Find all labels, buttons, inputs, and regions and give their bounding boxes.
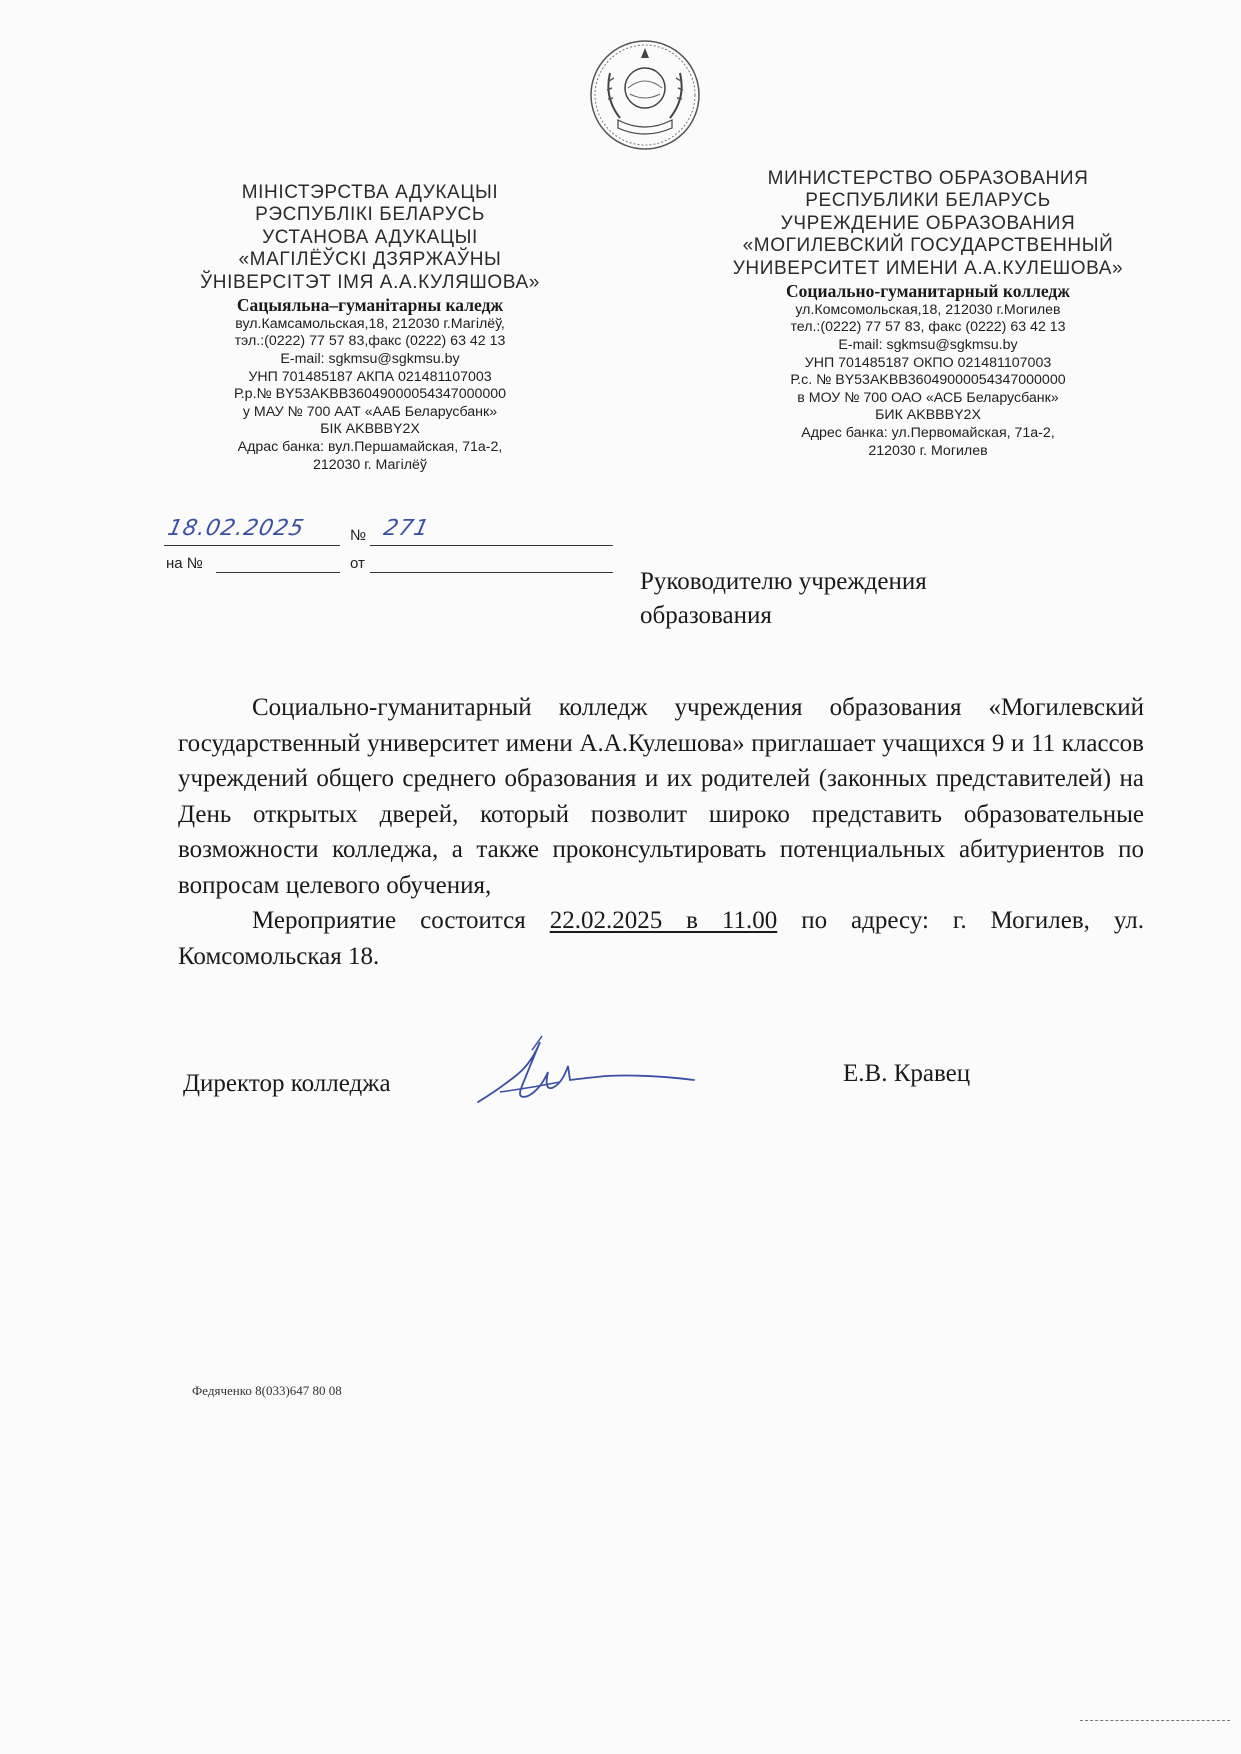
account-line: Р.с. № BY53AKBB36049000054347000000 [790, 372, 1066, 389]
number-label: № [350, 527, 367, 544]
date-underline [164, 545, 340, 546]
bank-address-line: Адрас банка: вул.Першамайская, 71а-2, [237, 438, 503, 455]
addressee [640, 565, 927, 632]
bic-line: БІК AKBBBY2X [320, 421, 420, 438]
institution-type-line: УСТАНОВА АДУКАЦЫІ [262, 226, 478, 248]
address-line: ул.Комсомольская,18, 212030 г.Могилев [795, 301, 1061, 318]
phone-line: тел.:(0222) 77 57 83, факс (0222) 63 42 13 [790, 319, 1066, 336]
reply-to-label: на № [166, 555, 203, 572]
event-address: по адресу: г. Могилев, ул. Комсомольская 18. [178, 907, 1144, 970]
reply-date-underline [370, 572, 613, 573]
university-line-1: «МАГІЛЁЎСКІ ДЗЯРЖАЎНЫ [238, 249, 502, 271]
email-line: E-mail: sgkmsu@sgkmsu.by [280, 350, 460, 367]
university-line-1: «МОГИЛЕВСКИЙ ГОСУДАРСТВЕННЫЙ [742, 235, 1114, 257]
body-paragraph-2 [178, 903, 1144, 974]
header-belarusian [160, 182, 580, 474]
number-underline [370, 545, 613, 546]
signatory-position: Директор колледжа [183, 1070, 391, 1097]
bank-line: в МОУ № 700 ОАО «АСБ Беларусбанк» [797, 389, 1059, 406]
reply-date-label: от [350, 555, 365, 572]
email-line: E-mail: sgkmsu@sgkmsu.by [838, 336, 1018, 353]
body-paragraph-1: Социально-гуманитарный колледж учреждения образования «Могилевский государственный университет имени А.А.Кулешова» приглашает учащихся 9 и 11 классов учреждений общего среднего образования и их родителей (законных представителей) на День открытых дверей, который позволит широко представить образовательные возможности колледжа, а также проконсультировать потенциальных абитуриентов по вопросам целевого обучения, [178, 694, 1144, 899]
bank-line: у МАУ № 700 ААТ «ААБ Беларусбанк» [242, 403, 498, 420]
handwritten-signature-icon [470, 1030, 700, 1120]
ministry-line: МИНИСТЕРСТВО ОБРАЗОВАНИЯ [767, 168, 1089, 189]
republic-line: РЕСПУБЛИКИ БЕЛАРУСЬ [805, 190, 1051, 212]
ministry-line: МІНІСТЭРСТВА АДУКАЦЫІ [241, 182, 499, 203]
phone-line: тэл.:(0222) 77 57 83,факс (0222) 63 42 13 [234, 333, 506, 350]
bic-line: БИК AKBBBY2X [875, 407, 981, 424]
bank-address-line: Адрес банка: ул.Первомайская, 71а-2, [801, 424, 1055, 441]
signatory-name: Е.В. Кравец [843, 1060, 971, 1087]
university-line-2: УНИВЕРСИТЕТ ИМЕНИ А.А.КУЛЕШОВА» [732, 257, 1124, 279]
handwritten-date: 18.02.2025 [165, 516, 307, 541]
addressee-line-2: образования [640, 601, 772, 629]
addressee-line-1: Руководителю учреждения [640, 568, 927, 595]
event-datetime: 22.02.2025 в 11.00 [549, 907, 778, 934]
event-text: Мероприятие состоится [252, 907, 550, 934]
bank-city-line: 212030 г. Магілёў [312, 456, 428, 473]
letter-body [178, 690, 1144, 974]
university-line-2: ЎНІВЕРСІТЭТ ІМЯ А.А.КУЛЯШОВА» [200, 271, 540, 293]
institution-type-line: УЧРЕЖДЕНИЕ ОБРАЗОВАНИЯ [780, 212, 1076, 234]
executor-contact: Федяченко 8(033)647 80 08 [192, 1383, 342, 1398]
reply-number-underline [216, 572, 340, 573]
address-line: вул.Камсамольская,18, 212030 г.Магілёў, [235, 315, 505, 332]
handwritten-number: 271 [381, 516, 432, 541]
header-russian [718, 168, 1138, 460]
unp-line: УНП 701485187 АКПА 021481107003 [248, 368, 492, 385]
scan-edge-mark [1080, 1720, 1230, 1721]
bank-city-line: 212030 г. Могилев [868, 442, 988, 459]
state-emblem-icon [588, 38, 702, 152]
college-name: Сацыяльна–гуманітарны каледж [236, 295, 504, 316]
college-name: Социально-гуманитарный колледж [786, 281, 1070, 302]
account-line: Р.р.№ BY53AKBB36049000054347000000 [233, 386, 507, 403]
republic-line: РЭСПУБЛІКІ БЕЛАРУСЬ [255, 204, 485, 226]
unp-line: УНП 701485187 ОКПО 021481107003 [804, 354, 1052, 371]
